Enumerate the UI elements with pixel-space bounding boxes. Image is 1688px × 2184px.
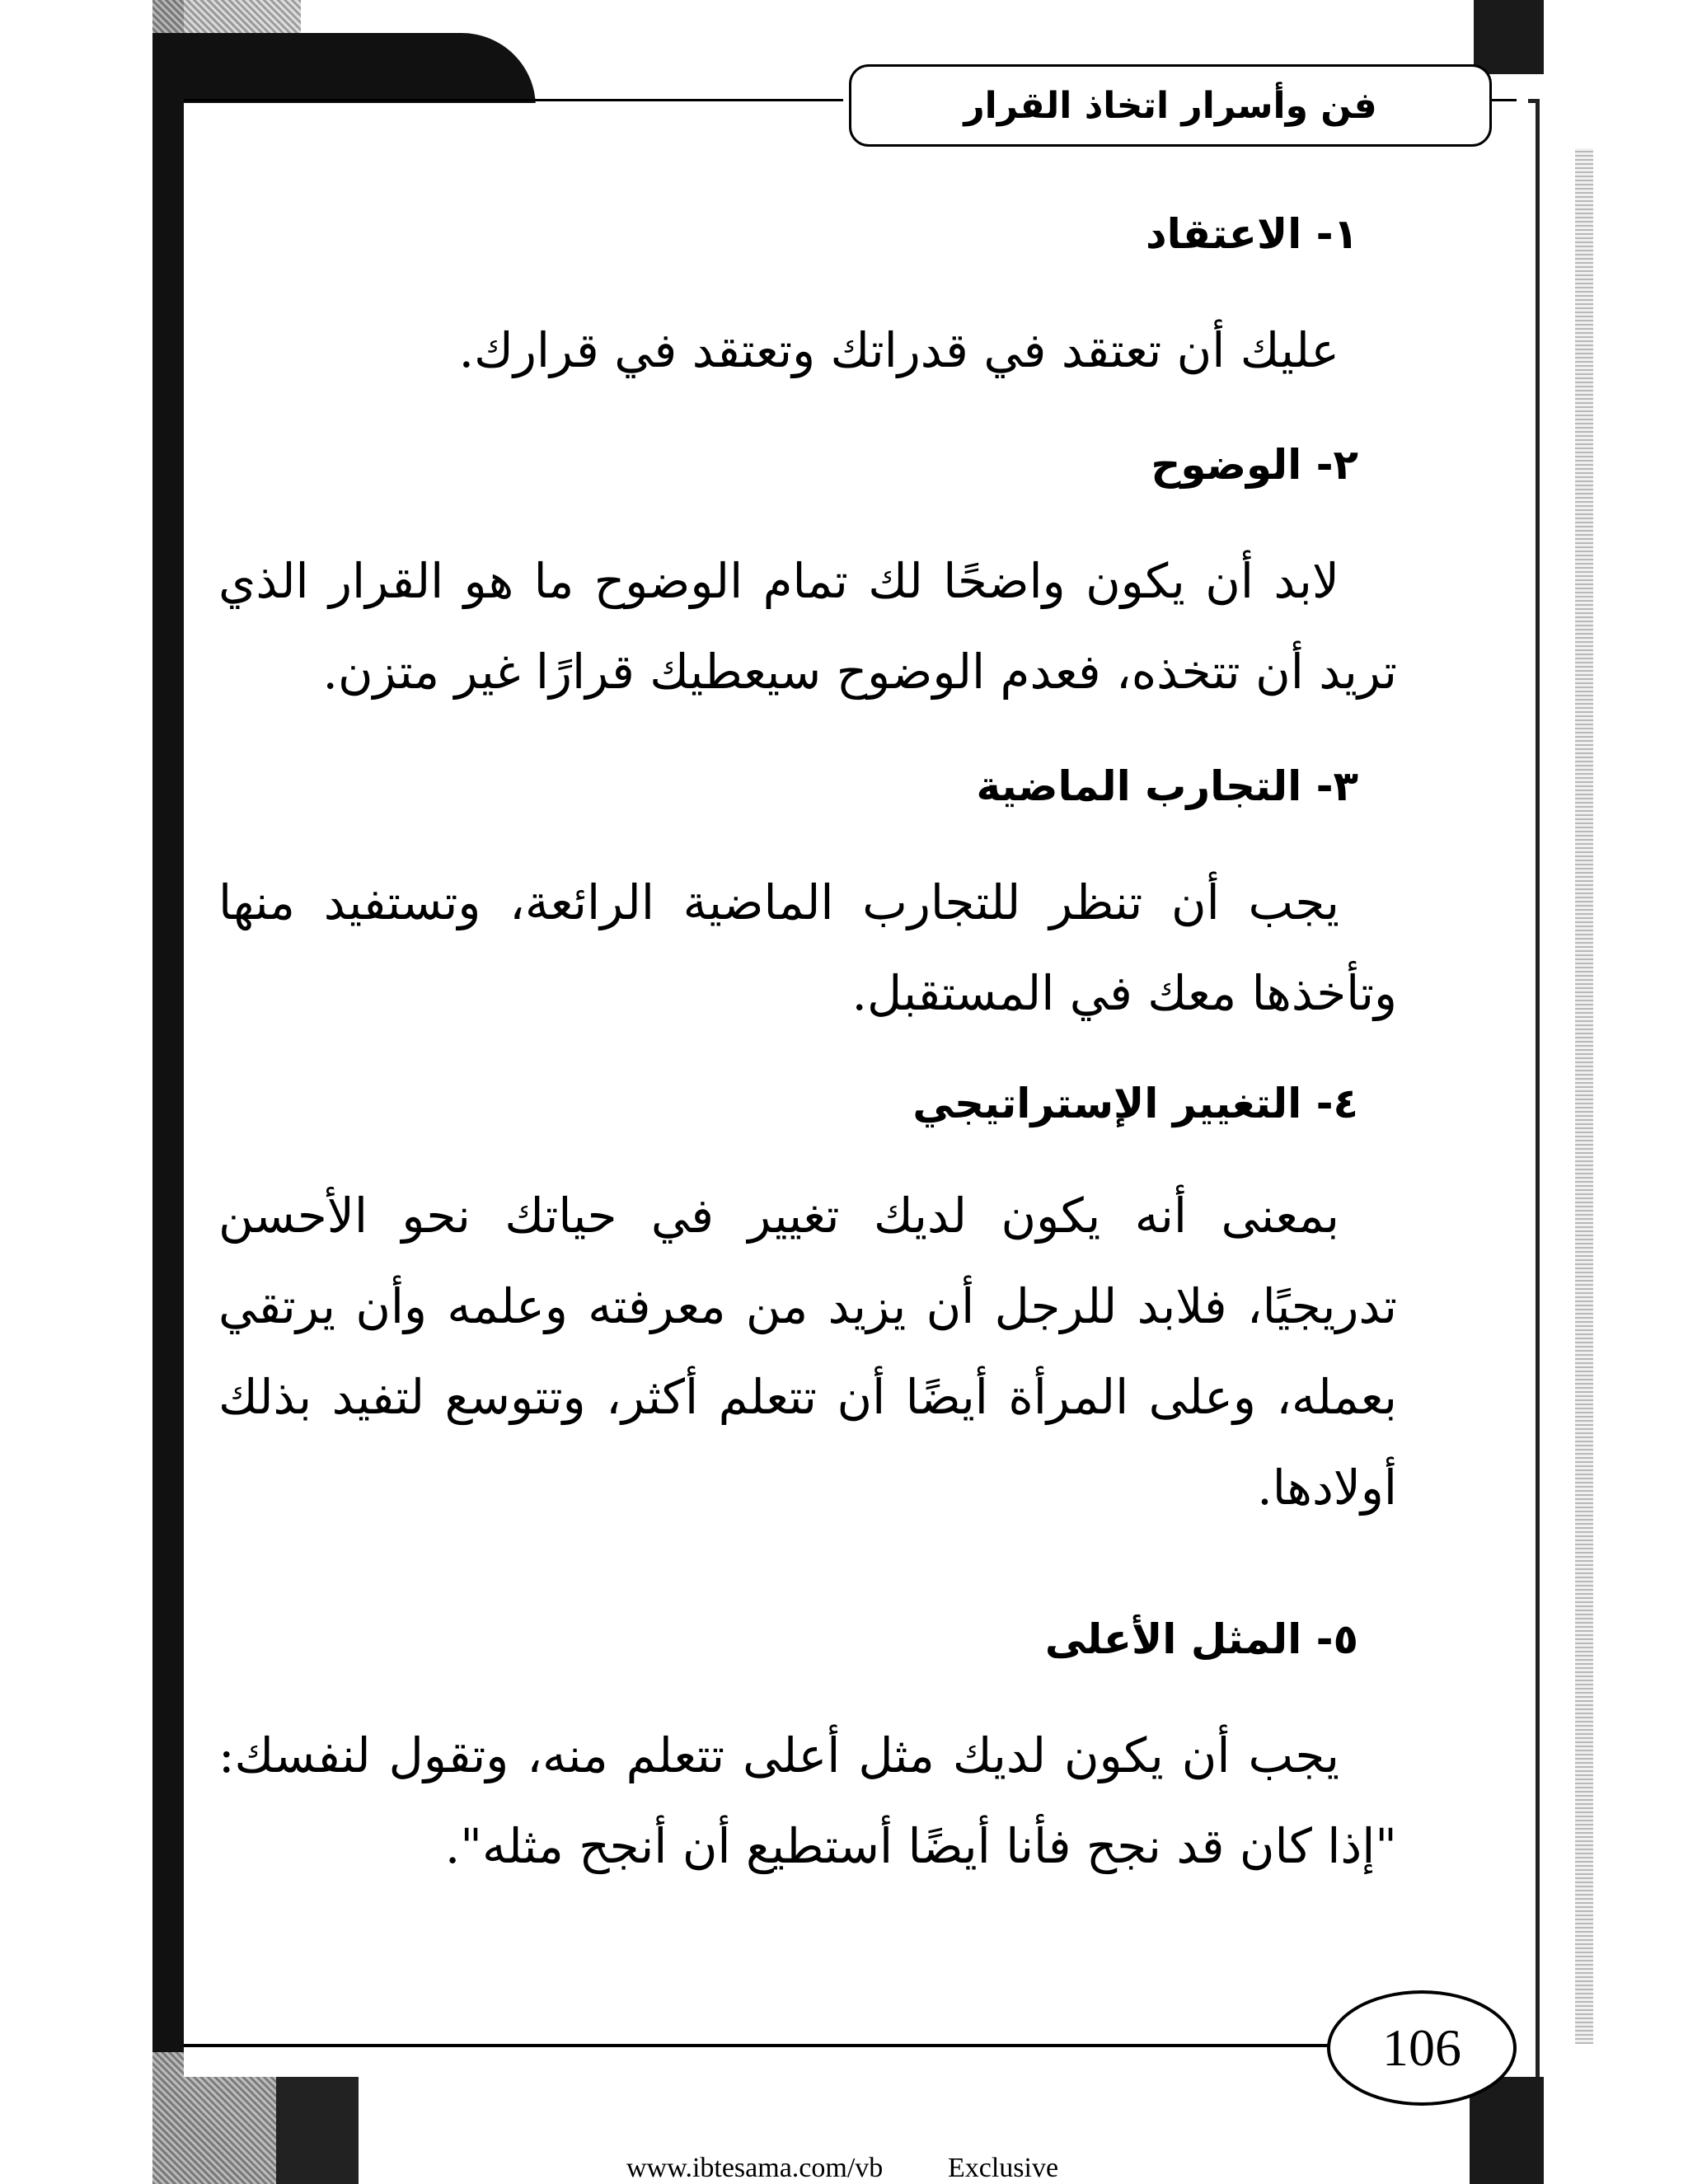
section-heading-4: ٤- التغيير الإستراتيجي bbox=[912, 1080, 1358, 1127]
section-heading-1: ١- الاعتقاد bbox=[1145, 210, 1358, 258]
section-body-5: يجب أن يكون لديك مثل أعلى تتعلم منه، وتقول لنفسك: "إذا كان قد نجح فأنا أيضًا أستطيع أن أنجح مثله". bbox=[218, 1727, 1397, 1874]
footer-rule bbox=[184, 2044, 1338, 2047]
section-heading-5: ٥- المثل الأعلى bbox=[1044, 1615, 1358, 1663]
section-heading-3: ٣- التجارب الماضية bbox=[976, 762, 1358, 810]
running-header bbox=[849, 64, 1492, 147]
scan-noise-top-left bbox=[152, 0, 301, 37]
section-body-1: عليك أن تعتقد في قدراتك وتعتقد في قرارك. bbox=[458, 322, 1339, 378]
page-number-badge bbox=[1327, 1990, 1517, 2106]
section-body-4: بمعنى أنه يكون لديك تغيير في حياتك نحو الأحسن تدريجيًا، فلابد للرجل أن يزيد من معرفته وعلمه وأن يرتقي بعمله، وعلى المرأة أيضًا أن تتعلم أكثر، وتتوسع لتفيد بذلك أولادها. bbox=[218, 1188, 1397, 1516]
header-rule-tick bbox=[1492, 99, 1517, 101]
header-rule bbox=[184, 99, 843, 101]
footer-url: www.ibtesama.com/vb bbox=[626, 2153, 884, 2183]
header-right-block bbox=[1474, 0, 1544, 74]
book-title: فن وأسرار اتخاذ القرار bbox=[964, 84, 1377, 127]
scan-noise-right-edge bbox=[1575, 148, 1593, 2044]
page-number: 106 bbox=[1382, 2018, 1461, 2077]
header-black-tab bbox=[152, 33, 536, 107]
footer-tag: Exclusive bbox=[948, 2153, 1059, 2183]
left-frame-bar bbox=[152, 0, 184, 2184]
section-heading-2: ٢- الوضوح bbox=[1151, 441, 1358, 489]
section-body-3: يجب أن تنظر للتجارب الماضية الرائعة، وتستفيد منها وتأخذها معك في المستقبل. bbox=[218, 874, 1397, 1021]
section-body-2: لابد أن يكون واضحًا لك تمام الوضوح ما هو القرار الذي تريد أن تتخذه، فعدم الوضوح سيعطيك قرارًا غير متزن. bbox=[218, 553, 1397, 700]
